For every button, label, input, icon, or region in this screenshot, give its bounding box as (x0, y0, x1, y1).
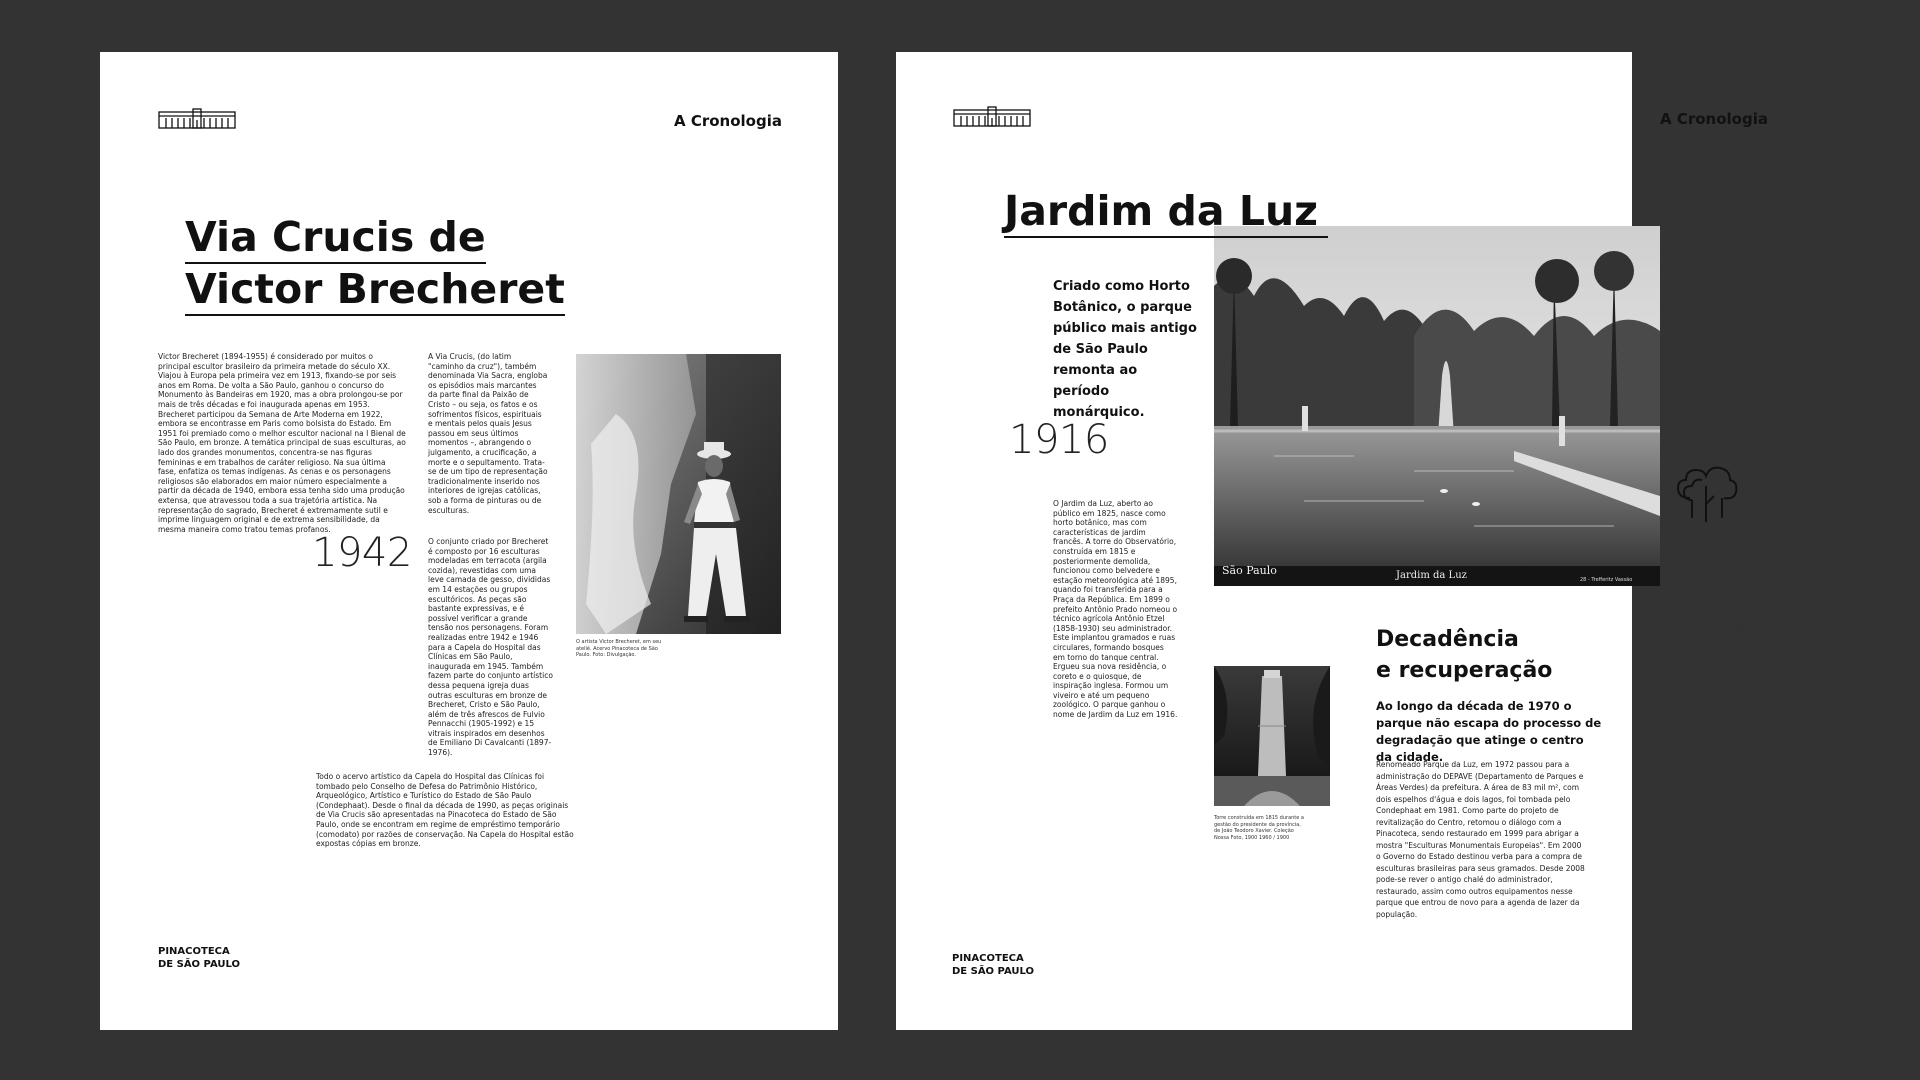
body-column-1: Victor Brecheret (1894-1955) é considerado por muitos o principal escultor brasileiro da primeira metade do século XX. Viajou à Europa pela primeira vez em 1913, fixando-se por seis anos em Roma. De volta a São Paulo, ganhou o concurso do Monumento às Bandeiras em 1920, mas a obra prolongou-se por mais de três décadas e foi inaugurada apenas em 1953. Brecheret participou da Semana de Arte Moderna em 1922, embora se encontrasse em Paris como bolsista do Estado. Em 1951 foi premiado como o melhor escultor nacional na I Bienal de São Paulo, em bronze. A temática principal de suas esculturas, ao lado dos grandes monumentos, concentra-se nas figuras femininas e em trabalhos de caráter religioso. Na sua última fase, enfatiza os temas indígenas. As cenas e os personagens religiosos são elaborados em maior número especialmente a partir da década de 1940, embora essa tenha sido uma produção extensa, que atravessou toda a sua trajetória artística. Na representação do sagrado, Brecheret é extremamente sutil e imprime linguagem original e de extrema sensibilidade, da mesma maneira como tratou temas profanos. (158, 352, 406, 534)
photo-label-left: São Paulo (1222, 564, 1277, 577)
title-line-1: Via Crucis de (185, 212, 486, 264)
footer-brand (952, 952, 1034, 978)
body-column-1: O Jardim da Luz, aberto ao público em 1825, nasce como horto botânico, mas com características de jardim francês. A torre do Observatório, construída em 1815 e posteriormente demolida, funcionou como belvedere e estação meteorológica até 1895, quando foi transferida para a Praça da República. Em 1899 o prefeito Antônio Prado nomeou o técnico agrícola Antônio Etzel (1858-1930) seu administrador. Este implantou gramados e ruas circulares, formando bosques em torno do tanque central. Ergueu sua nova residência, o coreto e o quiosque, de inspiração inglesa. Formou um viveiro e até um pequeno zoológico. O parque ganhou o nome de Jardim da Luz em 1916. (1053, 499, 1178, 720)
artist-portrait-photo (576, 354, 781, 634)
photo-label-right: 28 - Trefferitz Vassão (1580, 577, 1633, 583)
page-title (1004, 186, 1328, 238)
section-label: A Cronologia (674, 112, 782, 130)
small-photo-caption: Torre construída em 1815 durante a gestão do presidente da província, de João Teodoro Xavier. Coleção Nossa Foto, 1900 1960 / 1900 (1214, 815, 1304, 841)
lead-text: Criado como Horto Botânico, o parque público mais antigo de São Paulo remonta ao período monárquico. (1053, 279, 1197, 420)
footer-line-1: PINACOTECA (952, 953, 1024, 964)
park-lake-photo (1214, 226, 1660, 586)
title-line-2: Victor Brecheret (185, 264, 565, 316)
page-title (185, 212, 565, 316)
footer-line-2: DE SÃO PAULO (158, 959, 241, 970)
portrait-caption: O artista Victor Brecheret, em seu ateliê. Acervo Pinacoteca de São Paulo. Foto: Divulgação. (576, 639, 662, 658)
tree-cluster-icon (1670, 456, 1742, 528)
photo-label-center: Jardim da Luz (1396, 570, 1467, 581)
subheading-line-2: e recuperação (1376, 658, 1553, 683)
body-column-2: Renomeado Parque da Luz, em 1972 passou para a administração do DEPAVE (Departamento de Parques e Áreas Verdes) da prefeitura. A área de 83 mil m², com dois espelhos d'água e dois lagos, foi tombada pelo Condephaat em 1981. Como parte do projeto de revitalização do Centro, retomou o diálogo com a Pinacoteca, sendo restaurado em 1999 para abrigar a mostra "Esculturas Monumentais Europeias". Em 2000 o Governo do Estado destinou verba para a compra de esculturas brasileiras para seus gramados. Desde 2008 pode-se rever o antigo chalé do administrador, restaurado, assim como outros equipamentos nesse parque que entrou de novo para a agenda de lazer da população. (1376, 760, 1585, 919)
poster-page-jardim-da-luz (896, 52, 1768, 1030)
body-column-2b: O conjunto criado por Brecheret é composto por 16 esculturas modeladas em terracota (argila cozida), revestidas com uma leve camada de gesso, divididas em 14 estações ou grupos escultóricos. As peças são bastante expressivas, e é possível verificar a grande tensão nos personagens. Foram realizadas entre 1942 e 1946 para a Capela do Hospital das Clínicas em São Paulo, inaugurada em 1945. Também fazem parte do conjunto artístico dessa pequena igreja duas outras esculturas em bronze de Brecheret, Cristo e São Paulo, além de três afrescos de Fulvio Pennacchi (1905-1992) e 15 vitrais inspirados em desenhos de Emiliano Di Cavalcanti (1897-1976). (428, 537, 553, 758)
subheading-line-1: Decadência (1376, 627, 1519, 652)
main-photo-caption: O lindo do Parque dentro da Estação Nossa Sra. da Luz, segundo nosso, registro no Campo de Guarda, conhecido como Campo da Luz. Coleção Nossa Foto, 1900 1960 / 1900 (1670, 597, 1746, 636)
section-label: A Cronologia (1660, 110, 1768, 128)
footer-line-2: DE SÃO PAULO (952, 966, 1035, 977)
title-line-1: Jardim da Luz (1004, 186, 1328, 238)
lead-text-2: Ao longo da década de 1970 o parque não escapa do processo de degradação que atinge o centro da cidade. (1376, 699, 1602, 764)
footer-brand (158, 945, 240, 971)
observatory-tower-photo (1214, 666, 1330, 806)
poster-page-via-crucis (100, 52, 838, 1030)
footer-line-1: PINACOTECA (158, 946, 230, 957)
body-column-2a: A Via Crucis, (do latim "caminho da cruz"), também denominada Via Sacra, engloba os episódios mais marcantes da parte final da Paixão de Cristo – ou seja, os fatos e os sofrimentos físicos, espirituais e mentais pelos quais Jesus passou em seus últimos momentos –, abrangendo o julgamento, a crucificação, a morte e o sepultamento. Trata-se de um tipo de representação tradicionalmente inserido nos interiores de igrejas católicas, sob a forma de pinturas ou de esculturas. (428, 352, 548, 515)
museum-building-icon (158, 108, 236, 130)
subheading (1376, 624, 1552, 686)
year-label: 1916 (1009, 417, 1109, 463)
year-label: 1942 (312, 530, 412, 576)
body-column-3: Todo o acervo artístico da Capela do Hospital das Clínicas foi tombado pelo Conselho de Defesa do Patrimônio Histórico, Arqueológico, Artístico e Turístico do Estado de São Paulo (Condephaat). Desde o final da década de 1990, as peças originais de Via Crucis são apresentadas na Pinacoteca do Estado de São Paulo, onde se encontram em regime de empréstimo temporário (comodato) por razões de conservação. Na Capela do Hospital estão expostas cópias em bronze. (316, 772, 574, 849)
museum-building-icon (953, 106, 1031, 128)
